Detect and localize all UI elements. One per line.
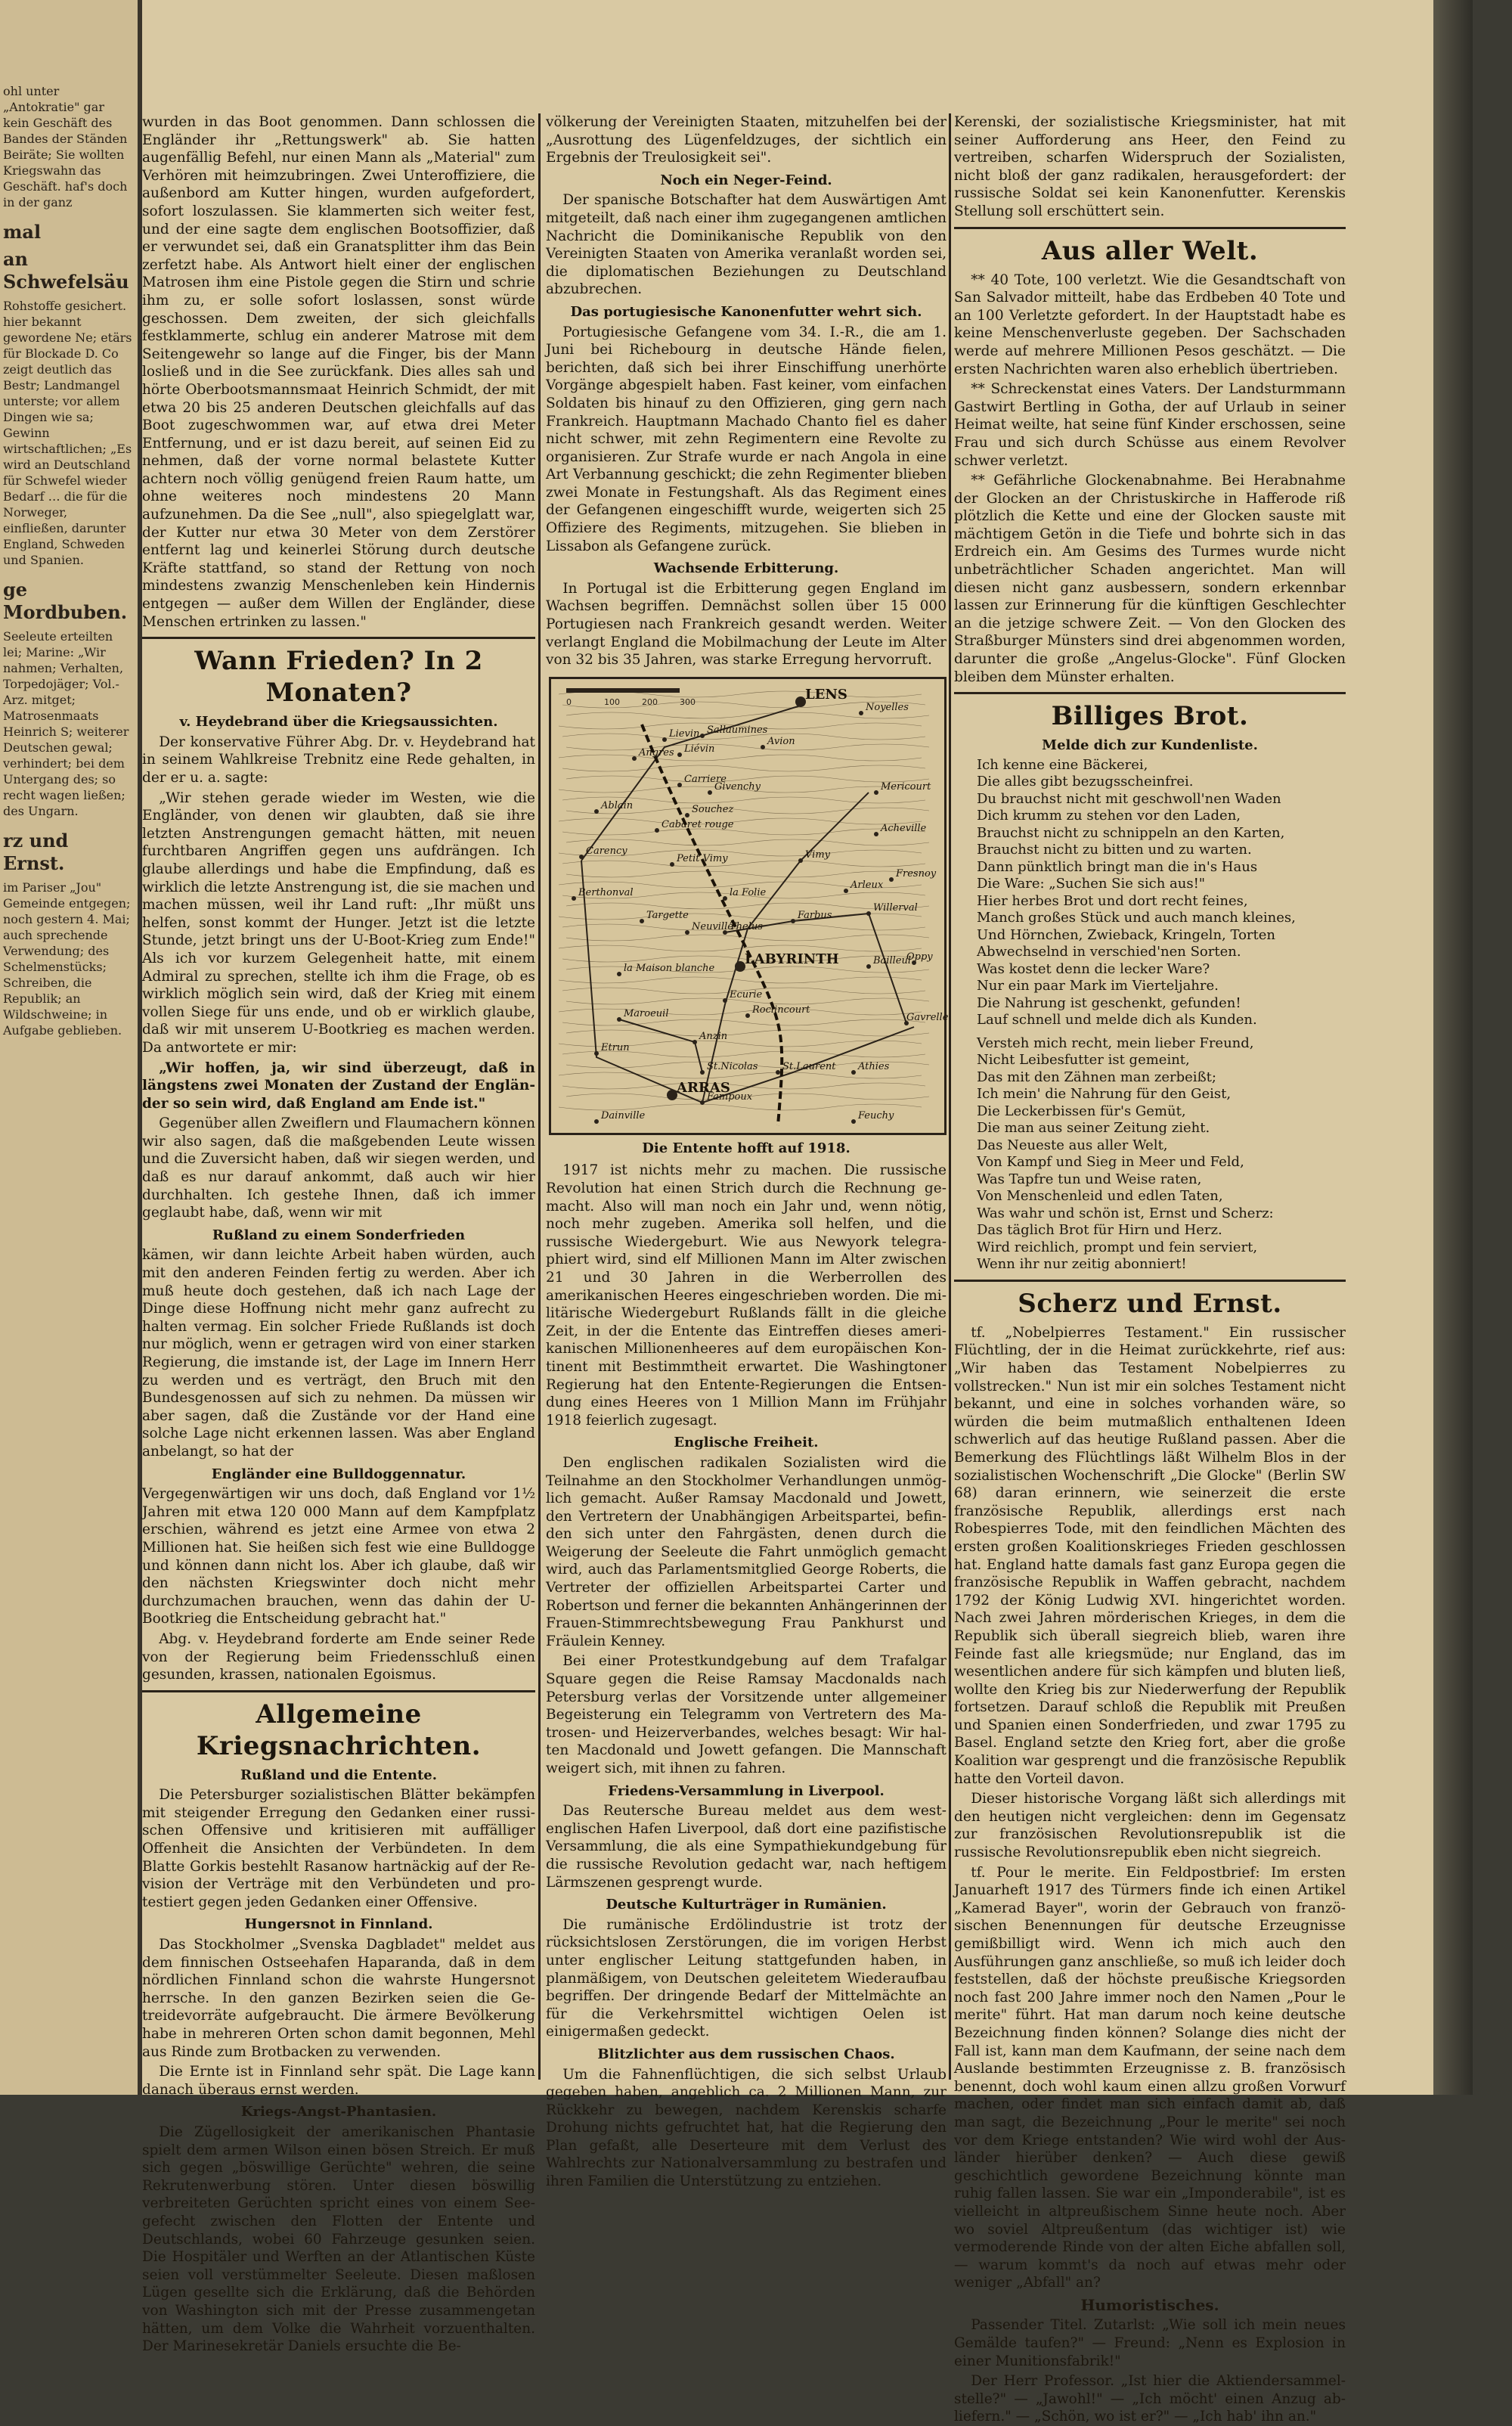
- headline-frieden: Wann Frieden? In 2 Monaten?: [194, 646, 483, 709]
- town-marker: [677, 783, 682, 787]
- map-caption: Die Entente hofft auf 1918.: [642, 1140, 850, 1156]
- subheading: v. Heydebrand über die Kriegsaussichten.: [179, 714, 498, 731]
- poem-line: Lauf schnell und melde dich als Kunden.: [977, 1012, 1257, 1028]
- town-marker: [735, 961, 745, 972]
- article-paragraph: Der spanische Botschafter hat dem Auswärtigen Amt mitgeteilt, daß nach einer ihm zugegangenen amtlichen Nachricht die Dominikanische Republik von den Vereinigten Staaten von Amerika veranlaßt worden sei, die diplomatischen Beziehungen zu Deutschland abzubrechen.: [546, 192, 947, 298]
- town-label: Targette: [646, 909, 689, 921]
- headline-kriegsnachrichten: Allgemeine Kriegsnachrichten.: [196, 1699, 482, 1761]
- terrain-hatch: [566, 712, 929, 718]
- town-label: Feuchy: [858, 1109, 894, 1121]
- poem-line: Was wahr und schön ist, Ernst und Scherz:: [977, 1205, 1274, 1221]
- town-marker: [632, 756, 637, 761]
- town-label: Carency: [586, 845, 627, 857]
- town-label: Fampoux: [707, 1090, 753, 1103]
- poem-line: Die alles gibt bezugsscheinfrei.: [977, 774, 1194, 790]
- poem-line: Von Menschenleid und edlen Taten,: [977, 1188, 1223, 1205]
- town-label: la Maison blanche: [624, 962, 715, 974]
- article-paragraph: Gegenüber allen Zweiflern und Flaumachern können wir also sagen, daß die maßgebenden Leute wissen und die Zuversicht haben, daß wir siegen werden, und daß es nur darauf ankommt, daß auch wir hier durchhalten. Ich gestehe Ihnen, daß ich immer geglaubt habe, daß, wenn wir mit: [142, 1115, 535, 1221]
- town-marker: [594, 809, 599, 814]
- terrain-hatch: [562, 861, 925, 867]
- section-divider: [142, 637, 535, 639]
- subheading: Wachsende Erbitterung.: [653, 560, 839, 577]
- town-label: Bailleul: [873, 954, 912, 966]
- town-label: Sallaumines: [707, 724, 768, 736]
- town-label: Ecurie: [730, 988, 763, 1000]
- subheading: Melde dich zur Kundenliste.: [1042, 737, 1258, 754]
- headline-aus-aller-welt: Aus aller Welt.: [1041, 235, 1259, 266]
- article-paragraph: Den englischen radikalen Sozialisten wird die Teilnahme an den Stockholmer Verhandlungen unmöglich gemacht. Außer Ramsay Macdonald und Jowett, den Vertretern der Unabhängigen Arbeitspartei, befinden sich unter den Fahrgästen, denen durch die Weigerung der Seeleute die Fahrt unmöglich gemacht wird, auch das Parlamentsmitglied George Roberts, die Vertreter der offiziellen Arbeitspartei Carter und Robertson und ferner die bekannten Anhängerinnen der Frauen-Stimmrechtsbewegung Frau Pankhurst und Fräulein Kenney.: [546, 1454, 947, 1649]
- town-label: Farbus: [798, 909, 832, 921]
- town-label: Dainville: [601, 1109, 646, 1121]
- strip-heading: mal: [3, 221, 42, 243]
- poem-line: Von Kampf und Sieg in Meer und Feld,: [977, 1154, 1244, 1171]
- terrain-hatch: [566, 839, 929, 845]
- article-paragraph: völkerung der Vereinigten Staaten, mitzuhelfen bei der „Ausrottung des Lügenfeldzuges, der sichtlich ein Ergebnis der Treulosigkeit sei".: [546, 114, 947, 166]
- book-binding-edge: [1433, 0, 1473, 2095]
- scale-label: 200: [642, 696, 658, 707]
- terrain-hatch: [559, 755, 922, 761]
- town-label: ARRAS: [677, 1079, 730, 1096]
- town-marker: [594, 1119, 599, 1124]
- section-divider: [954, 692, 1346, 694]
- poem-stanza: [977, 1035, 1346, 1273]
- town-label: Lievin: [669, 727, 700, 740]
- town-label: Etrun: [601, 1041, 630, 1053]
- article-paragraph: Der konservative Führer Abg. Dr. v. Heydebrand hat in seinem Wahlkreise Trebnitz eine Rede gehalten, in der er u. a. sagte:: [142, 734, 535, 786]
- subheading: Noch ein Neger-Feind.: [660, 172, 832, 188]
- town-label: LABYRINTH: [745, 951, 839, 967]
- town-label: Roclincourt: [752, 1004, 810, 1016]
- town-marker: [670, 862, 674, 867]
- town-marker: [798, 858, 803, 863]
- town-marker: [889, 877, 894, 882]
- article-paragraph: Dieser historische Vorgang läßt sich allerdings mit den heutigen nicht vergleichen: denn im Gegensatz zur französischen Revolutionsrepublik ist die russische Revolutionsrepublik eben nicht siegreich.: [954, 1791, 1346, 1861]
- poem-line: Das täglich Brot für Hirn und Herz.: [977, 1222, 1222, 1239]
- town-marker: [662, 737, 667, 742]
- town-marker: [700, 1070, 705, 1075]
- town-label: Vimy: [805, 848, 830, 861]
- strip-heading: an Schwefelsäu: [3, 248, 129, 293]
- article-paragraph: tf. Pour le merite. Ein Feldpostbrief: Im ersten Januarheft 1917 des Türmers finde ich einen Artikel „Kamerad Bayer", worin der Gebrauch von französischen Benennungen für deutsche Erzeugnisse gemißbilligt wird. Wenn ich mich auch den Ausführungen ganz anschließe, so muß ich leider doch feststellen, daß der höchste preußische Kriegsorden noch fast 200 Jahre immer noch den Namen „Pour le merite" führt. Hat man darum noch keine deutsche Bezeichnung finden können? Solange dies nicht der Fall ist, kann man dem Kaufmann, der seine nach dem Auslande bestimmten Erzeugnisse z. B. französisch benennt, doch wohl kaum einen allzu großen Vorwurf machen, oder findet man sich einfach damit ab, daß man sagt, die Bezeichnung „Pour le merite" sei noch vor dem Kriege entstanden? Wie wird wohl der Ausländer hierüber denken? — Auch diese gewiß geschichtlich gewordene Bezeichnung könnte man ruhig fallen lassen. Sie war ein „Imponderabile", ist es vielleicht in altpreußischem Sinne heute noch. Aber wo soviel Altpreußentum (das wichtiger ist) wie vermoderende Rinde von der alten Eiche abfallen soll, — warum kommt's da noch auf etwas mehr oder weniger „Abfall" an?: [954, 1864, 1346, 2291]
- article-paragraph: ** 40 Tote, 100 verletzt. Wie die Gesandtschaft von San Salvador mitteilt, habe das Erdbeben 40 Tote und an 100 Verletzte gefordert. In der Hauptstadt habe es keine Menschenverluste gegeben. Der Sachschaden werde auf mehrere Millionen Pesos geschätzt. — Die ersten Nachrichten waren also erheblich übertrieben.: [954, 271, 1346, 377]
- town-marker: [692, 1040, 697, 1044]
- town-marker: [617, 1017, 621, 1022]
- poem-line: Abwechselnd in verschied'nen Sorten.: [977, 944, 1241, 960]
- article-paragraph: Portugiesische Gefangene vom 34. I.-R., die am 1. Juni bei Richebourg in deutsche Hände fielen, berichten, daß sich bei ihrer Einschiffung unerhörte Vorgänge abgespielt haben. Fast keiner, vom einfachen Soldaten bis hinauf zu den Offizieren, ging gern nach Frankreich. Hauptmann Machado Chanto fiel es daher nicht schwer, mit zehn Regimentern eine Revolte zu organisieren. Zur Strafe wurde er nach Angola in eine Art Verbannung geschickt; die zehn Regimenter blieben zwei Monate in Festungshaft. Als das Regiment eines der Gefangenen eingeschifft wurde, weigerten sich 25 Offiziere des Regiments, mitzugehen. Sie blieben in Lissabon als Gefangene zurück.: [546, 324, 947, 554]
- poem-line: Hier herbes Brot und dort recht feines,: [977, 892, 1248, 909]
- headline-scherz-und-ernst: Scherz und Ernst.: [1018, 1288, 1282, 1319]
- town-label: Neuville: [692, 920, 733, 932]
- poem-line: Dich krumm zu stehen vor den Laden,: [977, 808, 1241, 824]
- town-marker: [844, 889, 848, 893]
- town-label: Fresnoy: [896, 867, 937, 880]
- town-marker: [685, 813, 689, 817]
- subheading: Hungersnot in Finnland.: [244, 1916, 433, 1933]
- article-paragraph: Passender Titel. Zutarlst: „Wie soll ich mein neues Gemälde taufen?" — Freund: „Nenn es Explosion in einer Munitionsfabrik!": [954, 2317, 1346, 2369]
- strip-heading: rz und Ernst.: [3, 830, 69, 874]
- town-label: Cabaret rouge: [662, 818, 734, 830]
- poem-line: Und Hörnchen, Zwieback, Kringeln, Torten: [977, 926, 1276, 943]
- town-marker: [572, 896, 576, 901]
- terrain-hatch: [559, 1009, 922, 1015]
- town-label: Carriere: [684, 773, 727, 785]
- poem-line: Wenn ihr nur zeitig abonniert!: [977, 1256, 1187, 1273]
- poem-line: Das Neueste aus aller Welt,: [977, 1137, 1168, 1153]
- town-marker: [761, 745, 765, 749]
- poem-line: Die Nahrung ist geschenkt, gefunden!: [977, 994, 1241, 1011]
- town-marker: [776, 1070, 780, 1075]
- subheading: Humoristisches.: [1080, 2295, 1219, 2314]
- article-paragraph: Die Petersburger sozialistischen Blätter bekämpfen mit steigender Erregung den Gedanken einer russischen Offensive und kritisieren mit auffälliger Offenheit die Ansichten der Verbündeten. In dem Blatte Gorkis bestehlt Rasanow hartnäckig auf der Revision der Verträge mit den Verbündeten und protestiert gegen jeden Gedanken einer Offensive.: [142, 1787, 535, 1910]
- article-paragraph: Die Zügellosigkeit der amerikanischen Phantasie spielt dem armen Wilson einen bösen Streich. Er muß sich gegen „böswillige Gerüchte" wehren, die seine Rekrutenwerbung stören. Unter diesen böswillig verbreiteten Gerüchten spricht eines von einem Seegefecht zwischen den Flotten der Entente und Deutschlands, wobei 60 Fahrzeuge gesunken seien. Die Hospitäler und Werften an der Atlantischen Küste seien voll verstümmelter Seeleute. Diesen maßlosen Lügen gesellte sich die Erklärung, daß die Behörden von Washington sich mit der Presse zusammengetan hätten, um dem Volke die Wahrheit vorzuenthalten. Der Marinesekretär Daniels ersuchte die Be-: [142, 2124, 535, 2355]
- town-marker: [594, 1051, 599, 1056]
- town-marker: [859, 711, 863, 715]
- town-marker: [874, 790, 878, 795]
- column-rule: [949, 113, 951, 2080]
- town-label: Acheville: [881, 822, 927, 834]
- strip-fragment: im Pariser „Jou" Gemeinde entgegen; noch gestern 4. Mai; auch sprechende Verwendung; des Schelmenstücks; Schreiben, die Republik; an Wildschweine; in Aufgabe geblieben.: [3, 880, 131, 1038]
- headline-billiges-brot: Billiges Brot.: [1051, 701, 1249, 732]
- town-marker: [655, 828, 659, 833]
- article-paragraph: Kerenski, der sozialistische Kriegsminister, hat mit seiner Aufforderung ans Heer, den Feind zu vertreiben, scharfen Widerspruch der Sozialisten, nicht bloß der ganz radikalen, herausgefordert: der russische Soldat sei kein Kanonenfutter. Kerenskis Stellung soll erschüttert sein.: [954, 114, 1346, 219]
- town-label: Noyelles: [866, 701, 909, 713]
- town-label: Maroeuil: [624, 1007, 669, 1019]
- subheading: Kriegs-Angst-Phantasien.: [240, 2104, 437, 2120]
- town-label: Anzin: [699, 1030, 728, 1042]
- column-2: [546, 113, 949, 2190]
- town-label: Angres: [639, 746, 674, 759]
- article-paragraph: Bei einer Protestkundgebung auf dem Trafalgar Square gegen die Reise Ramsay Macdonalds nach Petersburg verlas der Vorsitzende unter allgemeiner Begeisterung ein Telegramm von Vertretern des Matrosen- und Heizerverbandes, welches besagt: Wir halten Macdonald und Jowett gefangen. Die Mannschaft weigert sich, mit ihnen zu fahren.: [546, 1653, 947, 1776]
- town-marker: [579, 855, 584, 859]
- adjacent-page-text: [3, 83, 133, 1049]
- town-marker: [685, 930, 689, 935]
- poem-line: Manch großes Stück und auch manch kleines,: [977, 910, 1296, 926]
- poem-line: Was kostet denn die lecker Ware?: [977, 960, 1210, 977]
- poem-line: Dann pünktlich bringt man die in's Haus: [977, 858, 1258, 875]
- poem-line: Was Tapfre tun und Weise raten,: [977, 1171, 1202, 1187]
- terrain-hatch: [566, 935, 929, 941]
- article-paragraph: Abg. v. Heydebrand forderte am Ende seiner Rede von der Regierung beim Friedensschluß einen gesunden, krassen, nationalen Egoismus.: [142, 1630, 535, 1683]
- town-label: Berthonval: [578, 886, 634, 898]
- subheading: Das portugiesische Kanonenfutter wehrt sich.: [570, 303, 922, 320]
- poem-line: Ich mein' die Nahrung für den Geist,: [977, 1086, 1232, 1103]
- strip-fragment: Rohstoffe gesichert. hier bekannt gewordene Ne; etärs für Blockade D. Co zeigt deutlich das Bestr; Landmangel unterste; vor allem Dingen wie sa; Gewinn wirtschaftlichen; „Es wird an Deutschland für Schwefel wieder Bedarf … die für die Norweger, einfließen, darunter England, Schweden und Spanien.: [3, 299, 132, 567]
- town-marker: [700, 1100, 705, 1105]
- town-label: St.Nicolas: [707, 1060, 758, 1072]
- town-marker: [866, 911, 871, 916]
- town-marker: [708, 790, 712, 795]
- town-marker: [617, 972, 621, 976]
- section-divider: [954, 1280, 1346, 1282]
- town-marker: [667, 1090, 677, 1100]
- terrain-hatch: [559, 1104, 922, 1110]
- strip-fragment: Seeleute erteilten lei; Marine: „Wir nahmen; Verhalten, Torpedojäger; Vol.-Arz. mitget; Matrosenmaats Heinrich S; weiterer Deutschen gewal; verhindert; bei dem Untergang des; so recht wagen ließen; des Ungarn.: [3, 629, 129, 818]
- town-marker: [700, 734, 705, 738]
- town-label: Oppy: [906, 951, 933, 963]
- poem-line: Nur ein paar Mark im Vierteljahre.: [977, 978, 1219, 994]
- map-drawing: [551, 679, 949, 1133]
- terrain-hatch: [559, 977, 922, 983]
- poem-line: Die Ware: „Suchen Sie sich aus!": [977, 876, 1206, 892]
- town-label: Ablain: [601, 799, 634, 811]
- article-paragraph: Um die Fahnenflüchtigen, die sich selbst Urlaub gegeben haben, angeblich ca. 2 Millionen Mann, zur Rückkehr zu bewegen, nachdem Kerenskis scharfe Drohung nichts gefruchtet hat, hat die Regierung den Plan gefaßt, alle Deserteure mit dem Verlust des Wahlrechts zur Nationalversammlung zu bestrafen und ihren Familien die Unterstützung zu entziehen.: [546, 2066, 947, 2190]
- column-1: [142, 113, 535, 2355]
- subheading: Engländer eine Bulldoggennatur.: [211, 1466, 466, 1482]
- terrain-hatch: [562, 829, 925, 835]
- article-paragraph: wurden in das Boot genommen. Dann schlossen die Engländer ihr „Rettungswerk" ab. Sie hatten augenfällig Befehl, nur einen Mann als „Material" zum Verhören mit heimzubringen. Zwei Unteroffiziere, die außenbord am Kutter hingen, wurden aufgefordert, sofort loszulassen. Sie klammerten sich weiter fest, und der eine sagte dem englischen Bootsoffizier, daß er verwundet sei, daß ein Granatsplitter ihm das Bein zerfetzt habe. Als Antwort hielt einer der englischen Matrosen ihm eine Pistole gegen die Stirn und schrie ihm zu, er solle sofort loslassen, sonst würde geschossen. Dem zweiten, der sich gleichfalls festklammerte, schlug ein anderer Matrose mit dem Seitengewehr so lange auf die Finger, bis der Mann losließ und in die See zurückfank. Dies alles sah und hörte Oberbootsmannsmaat Heinrich Schmidt, der mit etwa 20 bis 25 anderen Deutschen gleichfalls auf das Boot zugeschwommen war, auf etwa drei Meter Entfernung, und er ist dazu bereit, auf seinen Eid zu nehmen, daß der vorne normal belastete Kutter achtern noch völlig genügend freien Raum hatte, um ohne weiteres noch mindestens 20 Mann aufzunehmen. Da die See „null", also spiegelglatt war, der Kutter nur etwa 30 Meter von dem Zerstörer entfernt lag und keinerlei Störung durch deutsche Kräfte stattfand, so stand der Rettung von noch mindestens zwanzig Menschenleben kein Hindernis entgegen — außer dem Willen der Engländer, diese Menschen ertrinken zu lassen.": [142, 114, 535, 630]
- article-paragraph: „Wir stehen gerade wieder im Westen, wie die Engländer, von denen wir glaubten, daß sie ihre letzten Anstrengungen gemacht hätten, mit neuen furchtbaren Angriffen gegen uns aufdrängen. Ich glaube allerdings und habe die Empfindung, daß es wirklich die letzte Anstrengung ist, die sie machen und machen müssen, weil ihr Land ruft: „Ihr müßt uns helfen, sonst kommt der Hunger. Jetzt ist die letzte Stunde, jetzt bringt uns der U-Boot-Krieg zum Ende!" Als ich vor kurzem Gelegenheit hatte, mit einem Admiral zu sprechen, stellte ich ihm die Frage, ob es wirklich möglich sein wird, daß der Krieg mit einem vollen Siege für uns ende, und ob er wirklich glaube, daß wir mit unserem U-Bootkrieg es machen werden. Da antwortete er mir:: [142, 790, 535, 1056]
- poem-line: Nicht Leibesfutter ist gemeint,: [977, 1052, 1190, 1069]
- town-label: Thelus: [730, 920, 763, 932]
- town-label: Souchez: [692, 803, 734, 815]
- terrain-hatch: [566, 966, 929, 973]
- poem-line: Ich kenne eine Bäckerei,: [977, 756, 1148, 773]
- scale-bar: [566, 688, 680, 693]
- strip-fragment: ohl unter „Antokratie" gar kein Geschäft des Bandes der Ständen Beiräte; Sie wollten Kriegswahn das Geschäft. haf's doch in der ganz: [3, 84, 128, 209]
- town-marker: [640, 919, 644, 923]
- subheading: Friedens-Versammlung in Liverpool.: [608, 1782, 885, 1799]
- subheading: Rußland und die Entente.: [240, 1767, 438, 1783]
- town-marker: [851, 1070, 856, 1075]
- article-paragraph: kämen, wir dann leichte Arbeit haben würden, auch mit den anderen Feinden fertig zu werden. Aber ich muß heute doch gestehen, daß ich nach Lage der Dinge diese Hoffnung nicht mehr ganz aufrecht zu halten vermag. Ein solcher Friede Rußlands ist doch nur möglich, wenn er getragen wird von einer starken Regierung, die imstande ist, der Lage im Innern Herr zu werden und es verträgt, den Bruch mit den Bundesgenossen auf sich zu nehmen. Da müssen wir aber sagen, daß die Zustände vor der Hand eine solche Lage nicht erkennen lassen. Was aber England anbelangt, so hat der: [142, 1247, 535, 1460]
- town-label: Willerval: [873, 901, 918, 914]
- town-label: Petit Vimy: [677, 852, 728, 864]
- article-paragraph: In Portugal ist die Erbitterung gegen England im Wachsen begriffen. Demnächst sollen über 15 000 Portugiesen nach Frankreich gesandt werden. Weiter verlangt England die Mobilmachung der Leute im Alter von 32 bis 35 Jahren, was starke Erregung hervorruft.: [546, 580, 947, 669]
- terrain-hatch: [562, 956, 925, 962]
- town-label: Givenchy: [714, 780, 761, 793]
- town-marker: [791, 919, 795, 923]
- terrain-hatch: [562, 765, 925, 771]
- town-marker: [723, 896, 727, 901]
- poem-stanza: [977, 757, 1346, 1029]
- scale-label: 100: [604, 696, 620, 707]
- subheading: Englische Freiheit.: [674, 1435, 819, 1451]
- town-label: Arleux: [850, 879, 884, 891]
- town-marker: [874, 832, 878, 836]
- poem-line: Die man aus seiner Zeitung zieht.: [977, 1120, 1210, 1137]
- poem-line: Die Leckerbissen für's Gemüt,: [977, 1103, 1186, 1119]
- town-label: la Folie: [730, 886, 767, 898]
- terrain-hatch: [559, 818, 922, 824]
- town-marker: [795, 696, 806, 707]
- town-marker: [745, 1013, 750, 1018]
- poem-line: Das mit den Zähnen man zerbeißt;: [977, 1069, 1216, 1085]
- town-label: Gavrelle: [906, 1011, 949, 1023]
- article-paragraph: Die rumänische Erdölindustrie ist trotz der rücksichtslosen Zerstörungen, die im vorigen Herbst unter englischer Leitung stattgefunden haben, in planmäßigem, von Deutschen geleitetem Wiederaufbau begriffen. Der dringende Bedarf der Mittelmächte an für die Verkehrsmittel wichtigen Oelen ist einigermaßen gedeckt.: [546, 1916, 947, 2040]
- column-rule: [538, 113, 541, 2080]
- town-marker: [677, 752, 682, 757]
- town-label: Mericourt: [881, 780, 931, 793]
- terrain-hatch: [566, 1030, 929, 1036]
- section-divider: [954, 227, 1346, 229]
- subheading: Blitzlichter aus dem russischen Chaos.: [597, 2046, 895, 2062]
- article-paragraph: Das Reutersche Bureau meldet aus dem westenglischen Hafen Liverpool, daß dort eine pazifistische Versammlung, die als eine Sympathiekundgebung für die russische Revolution gedacht war, nach heftigem Lärmszenen gesprengt wurde.: [546, 1803, 947, 1891]
- article-paragraph: Das Stockholmer „Svenska Dagbladet" meldet aus dem finnischen Ostseehafen Haparanda, daß in dem nördlichen Finnland schon die wahrste Hungersnot herrsche. In den ganzen Bezirken seien die Getreidevorräte aufgebraucht. Die ärmere Bevölkerung habe in mehreren Orten schon damit begonnen, Mehl aus Rinde zum Brotbacken zu verwenden.: [142, 1937, 535, 2060]
- article-paragraph: tf. „Nobelpierres Testament." Ein russischer Flüchtling, der in die Heimat zurückkehrte, rief aus: „Wir haben das Testament Nobelpierres zu vollstrecken." Nun ist mir ein solches Testament nicht bekannt, und eine in solches vorhanden wäre, so würden die beim mutmaßlich enthaltenen Ideen schwerlich auf das heutige Rußland passen. Aber die Bemerkung des Flüchtlings läßt Wilhelm Blos in der sozialistischen Wochenschrift „Die Glocke" (Berlin SW 68) daran erinnern, wie seinerzeit die erste französische Republik, allerdings erst nach Robespierres Tode, mit den feindlichen Mächten des ersten großen Koalitionskrieges Frieden geschlossen hat. England hatte damals fast ganz Europa gegen die französische Republik in Waffen gebracht, nachdem 1792 der König Ludwig XVI. hingerichtet worden. Nach zwei Jahren mörderischen Krieges, in dem die Republik sich überall siegreich blieb, waren ihre Feinde fast alle kriegsmüde; nur England, das im wesentlichen andere für sich kämpfen und bluten ließ, wollte den Krieg bis zur Niederwerfung der Republik fortsetzen. Darauf schloß die Republik mit Preußen und Spanien einen Sonderfrieden, und zwar 1795 zu Basel. England setzte den Krieg fort, aber die große Koalition war gesprengt und die französische Republik hatte den Vorteil davon.: [954, 1324, 1346, 1787]
- terrain-hatch: [559, 945, 922, 951]
- terrain-hatch: [559, 1072, 922, 1078]
- town-label: Liévin: [684, 743, 715, 755]
- article-paragraph: Die Ernte ist in Finnland sehr spät. Die Lage kann danach überaus ernst werden.: [142, 2064, 535, 2098]
- poem-line: Brauchst nicht zu schnippeln an den Karten,: [977, 824, 1285, 841]
- article-paragraph: ** Schreckenstat eines Vaters. Der Landsturmmann Gastwirt Bertling in Gotha, der auf Urlaub in seiner Heimat weilte, hat seine fünf Kinder erschossen, seine Frau und sich durch Schüsse aus einem Revolver schwer verletzt.: [954, 381, 1346, 469]
- scale-label: 0: [566, 696, 572, 707]
- town-marker: [866, 964, 871, 969]
- poem-line: Du brauchst nicht mit geschwoll'nen Waden: [977, 790, 1281, 807]
- poem-line: Wird reichlich, prompt und fein serviert,: [977, 1239, 1258, 1255]
- poem-line: Brauchst nicht zu bitten und zu warten.: [977, 842, 1252, 858]
- town-marker: [723, 998, 727, 1003]
- town-label: St.Laurent: [782, 1060, 836, 1072]
- adjacent-page-strip: [0, 0, 142, 2095]
- article-paragraph: 1917 ist nichts mehr zu machen. Die russische Revolution hat einen Strich durch die Rechnung gemacht. Also will man noch ein Jahr und, wenn nötig, noch mehr zugeben. Amerika soll helfen, und die russische Wiedergeburt. Wie aus Newyork telegraphiert wird, sind elf Millionen Mann im Alter zwischen 21 und 30 Jahren in die Werberrollen des amerikanischen Heeres eingeschrieben worden. Die militärische Wiedergeburt Rußlands fällt in die gleiche Zeit, in der die Entente das Eintreffen dieses amerikanischen Millionenheeres auf dem europäischen Kontinent mit Bestimmtheit erwartet. Die Washingtoner Regierung hat den Entente-Regierungen die Entsendung eines Heeres von 1 Million Mann im Frühjahr 1918 feierlich zugesagt.: [546, 1162, 947, 1429]
- strip-heading: ge Mordbuben.: [3, 579, 128, 623]
- town-label: Athies: [858, 1060, 890, 1072]
- column-3: [954, 113, 1346, 2425]
- terrain-hatch: [566, 744, 929, 750]
- article-paragraph: ** Gefährliche Glockenabnahme. Bei Herabnahme der Glocken an der Christuskirche in Hafferode riß plötzlich die Kette und eine der Glocken sauste mit mächtigem Getön in die Tiefe und bohrte sich in das Erdreich ein. Am Gesims des Turmes wurde nicht unbeträchtlicher Schaden angerichtet. Man will diesen nicht ganz ausbessern, sondern erkennbar lassen zur Erinnerung für die künftigen Geschlechter an die jetzige schwere Zeit. — Von den Glocken des Straßburger Münsters sind drei abgenommen worden, darunter die große „Angelus-Glocke". Fünf Glocken bleiben dem Münster erhalten.: [954, 473, 1346, 685]
- section-divider: [142, 1690, 535, 1692]
- subheading: Deutsche Kulturträger in Rumänien.: [606, 1897, 887, 1913]
- article-paragraph: Der Herr Professor. „Ist hier die Aktiendersammelstelle?" — „Jawohl!" — „Ich möcht' einen Anzug abliefern." — „Schön, wo ist er?" — „Ich hab' ihn an.": [954, 2373, 1346, 2425]
- town-label: Avion: [767, 735, 795, 747]
- front-map: [549, 677, 947, 1135]
- subheading: Rußland zu einem Sonderfrieden: [212, 1227, 466, 1243]
- terrain-hatch: [562, 1019, 925, 1025]
- scale-label: 300: [680, 696, 696, 707]
- poem-line: Versteh mich recht, mein lieber Freund,: [977, 1035, 1254, 1051]
- town-marker: [851, 1119, 856, 1124]
- terrain-hatch: [566, 871, 929, 877]
- article-paragraph: „Wir hoffen, ja, wir sind überzeugt, daß in längstens zwei Monaten der Zustand der Engländer so sein wird, daß England am Ende ist.": [142, 1059, 535, 1112]
- town-label: LENS: [805, 686, 847, 703]
- article-paragraph: Vergegenwärtigen wir uns doch, daß England vor 1½ Jahren mit etwa 120 000 Mann auf dem Kampfplatz erschien, während es jetzt eine Armee von etwa 2 Millionen hat. Sie heißen sich fest wie eine Bulldogge und können dann nicht los. Aber ich glaube, daß wir den nächsten Kriegswinter doch nicht mehr durchzumachen brauchen, wenn das dahin der U-Bootkrieg die Entscheidung gebracht hat.": [142, 1486, 535, 1627]
